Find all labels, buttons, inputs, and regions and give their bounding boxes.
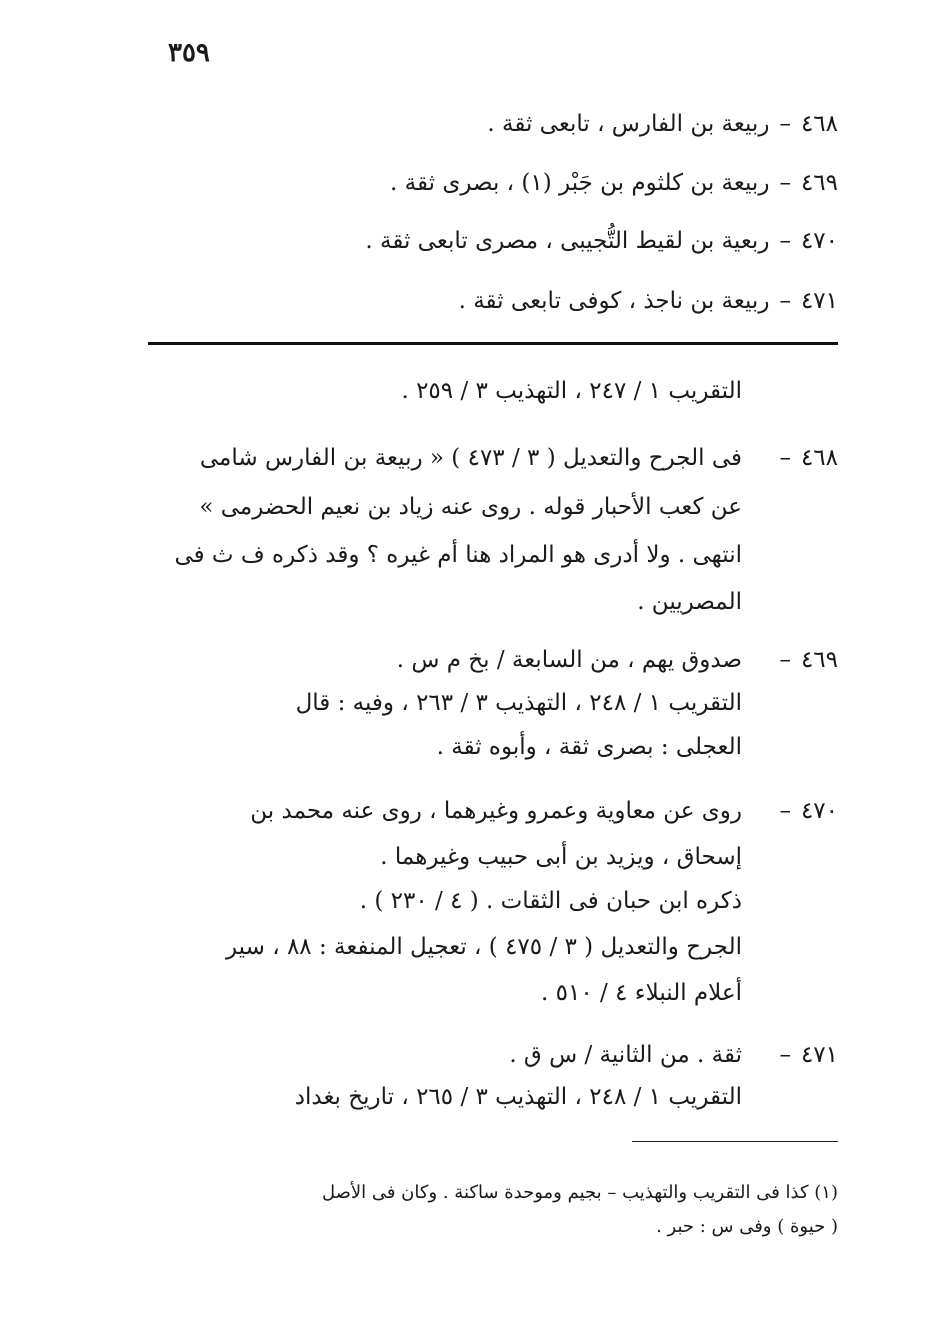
note-470-line-3: ذكره ابن حبان فى الثقات . ( ٤ / ٢٣٠ ) . [359, 888, 742, 914]
note-468-line-3: انتهى . ولا أدرى هو المراد هنا أم غيره ؟ وقد ذكره ف ث فى [174, 542, 742, 568]
main-entry-469 [390, 168, 838, 198]
entry-dash: – [779, 288, 791, 314]
note-dash: – [779, 1042, 791, 1068]
entry-number: ٤٧٠ [800, 228, 838, 254]
entry-dash: – [779, 228, 791, 254]
note-468-line-2: عن كعب الأحبار قوله . روى عنه زياد بن نعيم الحضرمى » [199, 494, 742, 520]
entry-number: ٤٦٨ [800, 111, 838, 137]
note-470-line-5: أعلام النبلاء ٤ / ٥١٠ . [541, 980, 742, 1006]
note-number: ٤٧٠ [800, 798, 838, 824]
note-468-line-4: المصريين . [637, 589, 742, 615]
footnote-rule [632, 1141, 838, 1142]
main-entry-468 [487, 109, 838, 139]
note-dash: – [779, 445, 791, 471]
note-470-line-4: الجرح والتعديل ( ٣ / ٤٧٥ ) ، تعجيل المنفعة : ٨٨ ، سير [225, 934, 742, 960]
note-number: ٤٦٩ [800, 647, 838, 673]
footnote-line-1: (١) كذا فى التقريب والتهذيب – بجيم وموحدة ساكنة . وكان فى الأصل [321, 1182, 838, 1203]
note-471-line-2: التقريب ١ / ٢٤٨ ، التهذيب ٣ / ٢٦٥ ، تاريخ بغداد [294, 1084, 742, 1110]
entry-text: ربيعة بن الفارس ، تابعى ثقة . [487, 111, 770, 137]
entry-text: ربيعة بن ناجذ ، كوفى تابعى ثقة . [458, 288, 770, 314]
note-469-line-1: صدوق يهم ، من السابعة / بخ م س . [396, 647, 742, 673]
entry-dash: – [779, 170, 791, 196]
note-number-470 [769, 796, 838, 826]
notes-intro: التقريب ١ / ٢٤٧ ، التهذيب ٣ / ٢٥٩ . [401, 378, 742, 404]
note-468-line-1: فى الجرح والتعديل ( ٣ / ٤٧٣ ) « ربيعة بن الفارس شامى [199, 445, 742, 471]
note-470-line-1: روى عن معاوية وعمرو وغيرهما ، روى عنه محمد بن [250, 798, 742, 824]
note-471-line-1: ثقة . من الثانية / س ق . [509, 1042, 742, 1068]
note-469-line-2: التقريب ١ / ٢٤٨ ، التهذيب ٣ / ٢٦٣ ، وفيه : قال [295, 690, 742, 716]
note-number-469 [769, 645, 838, 675]
note-number-471 [769, 1040, 838, 1070]
note-470-line-2: إسحاق ، ويزيد بن أبى حبيب وغيرهما . [380, 844, 742, 870]
note-dash: – [779, 798, 791, 824]
entry-number: ٤٦٩ [800, 170, 838, 196]
main-entry-471 [459, 286, 838, 316]
note-number-468 [769, 443, 838, 473]
page-number: ٣٥٩ [168, 38, 210, 68]
note-dash: – [779, 647, 791, 673]
entry-number: ٤٧١ [800, 288, 838, 314]
entry-text: ربعية بن لقيط التُّجيبى ، مصرى تابعى ثقة . [365, 228, 770, 254]
entry-dash: – [779, 111, 791, 137]
entry-text: ربيعة بن كلثوم بن جَبْر (١) ، بصرى ثقة . [390, 170, 770, 196]
separator-rule [148, 342, 838, 345]
footnote-line-2: ( حيوة ) وفى س : حبر . [656, 1216, 838, 1237]
note-number: ٤٦٨ [800, 445, 838, 471]
main-entry-470 [365, 226, 838, 256]
note-number: ٤٧١ [800, 1042, 838, 1068]
note-469-line-3: العجلى : بصرى ثقة ، وأبوه ثقة . [436, 734, 742, 760]
